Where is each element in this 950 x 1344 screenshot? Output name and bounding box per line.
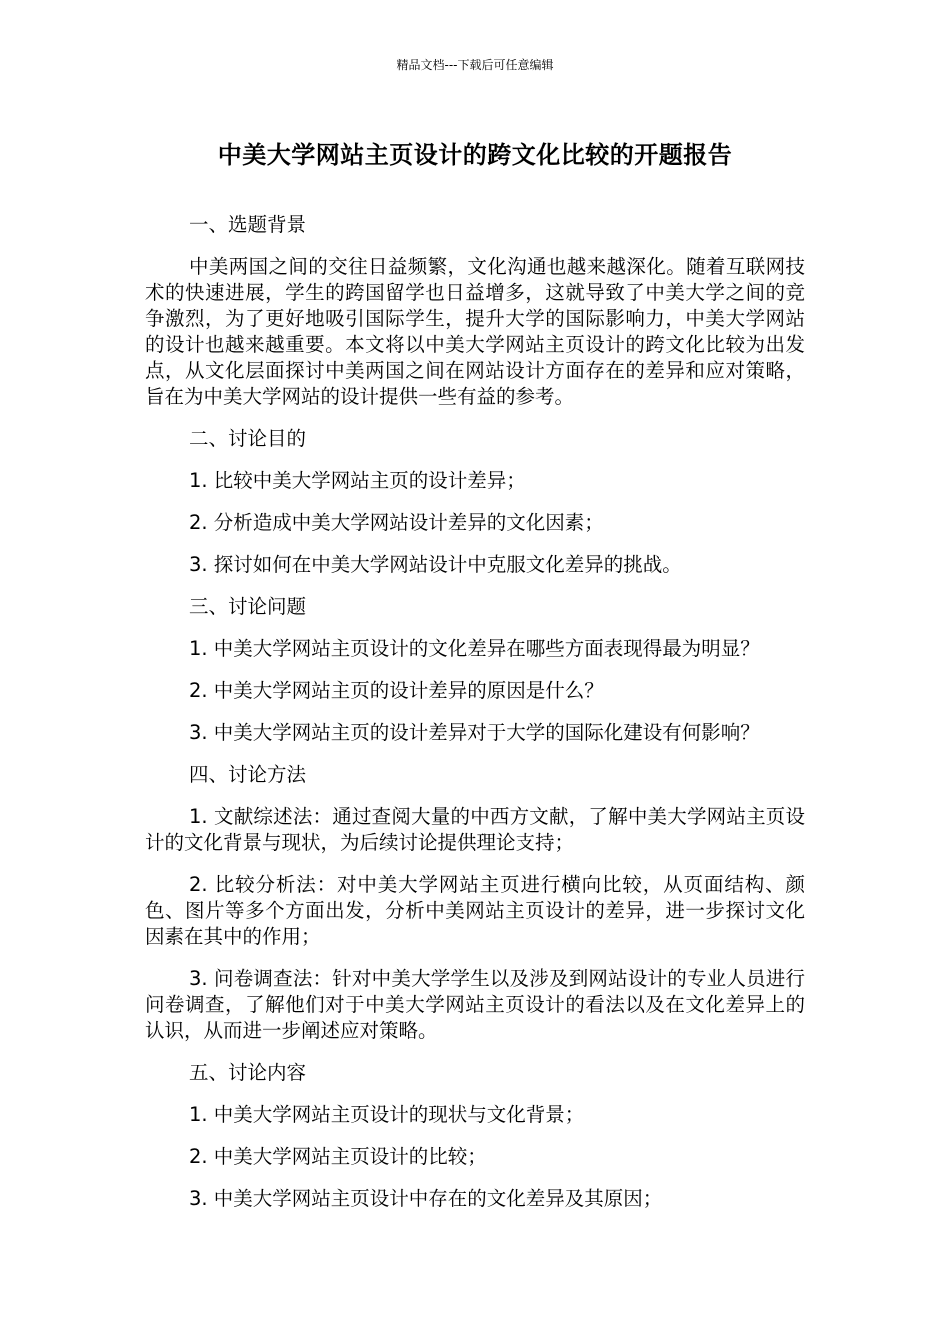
list-item-content-1: 1. 中美大学网站主页设计的现状与文化背景； — [189, 1103, 585, 1126]
list-item-purpose-2: 2. 分析造成中美大学网站设计差异的文化因素； — [189, 511, 604, 534]
section-heading-purpose: 二、讨论目的 — [189, 427, 307, 450]
list-item-purpose-1: 1. 比较中美大学网站主页的设计差异； — [189, 469, 526, 492]
paragraph-background: 中美两国之间的交往日益频繁，文化沟通也越来越深化。随着互联网技术的快速进展，学生的跨国留学也日益增多，这就导致了中美大学之间的竞争激烈，为了更好地吸引国际学生，提升大学的国际影响力，中美大学网站的设计也越来越重要。本文将以中美大学网站主页设计的跨文化比较为出发点，从文化层面探讨中美两国之间在网站设计方面存在的差异和应对策略，旨在为中美大学网站的设计提供一些有益的参考。 — [145, 255, 805, 408]
document-body — [145, 212, 805, 1228]
list-item-purpose-3: 3. 探讨如何在中美大学网站设计中克服文化差异的挑战。 — [189, 553, 682, 576]
list-item-question-2: 2. 中美大学网站主页的设计差异的原因是什么？ — [189, 679, 604, 702]
section-heading-background: 一、选题背景 — [189, 213, 307, 236]
section-heading-methods: 四、讨论方法 — [189, 763, 307, 786]
list-item-method-2: 2. 比较分析法：对中美大学网站主页进行横向比较，从页面结构、颜色、图片等多个方面出发，分析中美网站主页设计的差异，进一步探讨文化因素在其中的作用； — [145, 873, 805, 948]
section-heading-questions: 三、讨论问题 — [189, 595, 307, 618]
list-item-question-3: 3. 中美大学网站主页的设计差异对于大学的国际化建设有何影响？ — [189, 721, 760, 744]
list-item-question-1: 1. 中美大学网站主页设计的文化差异在哪些方面表现得最为明显？ — [189, 637, 760, 660]
list-item-content-3: 3. 中美大学网站主页设计中存在的文化差异及其原因； — [189, 1187, 663, 1210]
page-header-note: 精品文档---下载后可任意编辑 — [396, 58, 554, 72]
list-item-method-1: 1. 文献综述法：通过查阅大量的中西方文献，了解中美大学网站主页设计的文化背景与现状，为后续讨论提供理论支持； — [145, 805, 805, 854]
document-title: 中美大学网站主页设计的跨文化比较的开题报告 — [217, 141, 733, 169]
list-item-content-2: 2. 中美大学网站主页设计的比较； — [189, 1145, 487, 1168]
list-item-method-3: 3. 问卷调查法：针对中美大学学生以及涉及到网站设计的专业人员进行问卷调查，了解他们对于中美大学网站主页设计的看法以及在文化差异上的认识，从而进一步阐述应对策略。 — [145, 967, 805, 1042]
section-heading-content: 五、讨论内容 — [189, 1061, 307, 1084]
